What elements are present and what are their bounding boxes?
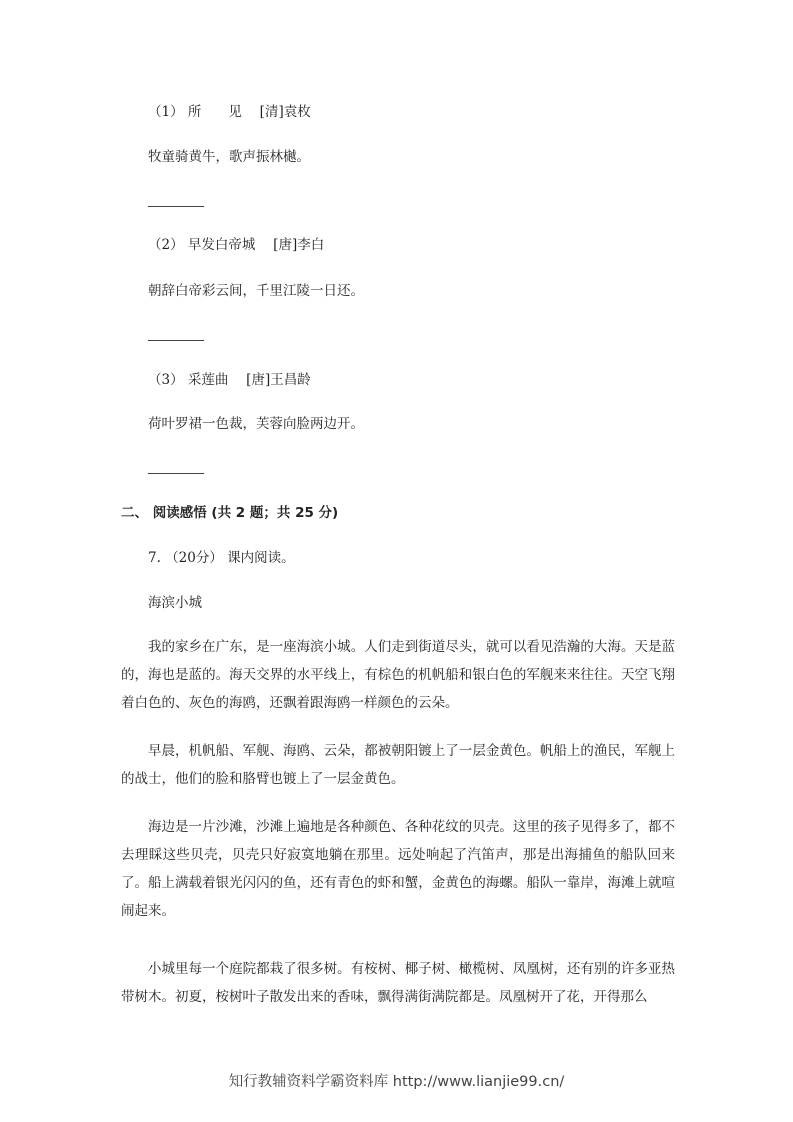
poem-3-line: 荷叶罗裙一色裁，芙蓉向脸两边开。 bbox=[148, 416, 364, 432]
article-paragraph-3: 海边是一片沙滩，沙滩上遍地是各种颜色、各种花纹的贝壳。这里的孩子见得多了，都不去理睬这些贝壳，贝壳只好寂寞地躺在那里。远处响起了汽笛声，那是出海捕鱼的船队回来了。船上满载着银光闪闪的鱼，还有青色的虾和蟹，金黄色的海螺。船队一靠岸，海滩上就喧闹起来。 bbox=[121, 819, 675, 919]
poem-2-line: 朝辞白帝彩云间，千里江陵一日还。 bbox=[148, 283, 364, 299]
poem-2-header: （2） 早发白帝城 [唐]李白 bbox=[148, 237, 325, 253]
poem-1-header: （1） 所 见 [清]袁枚 bbox=[148, 104, 311, 120]
article-paragraph-2: 早晨，机帆船、军舰、海鸥、云朵，都被朝阳镀上了一层金黄色。帆船上的渔民，军舰上的战士，他们的脸和胳臂也镀上了一层金黄色。 bbox=[121, 743, 675, 787]
article-paragraph-1: 我的家乡在广东，是一座海滨小城。人们走到街道尽头，就可以看见浩瀚的大海。天是蓝的，海也是蓝的。海天交界的水平线上，有棕色的机帆船和银白色的军舰来来往往。天空飞翔着白色的、灰色的海鸥，还飘着跟海鸥一样颜色的云朵。 bbox=[121, 639, 675, 711]
section-title: 二、 阅读感悟 (共 2 题；共 25 分) bbox=[121, 505, 339, 521]
article-title: 海滨小城 bbox=[148, 595, 202, 611]
poem-3-answer-blank[interactable] bbox=[148, 473, 204, 474]
poem-3-header: （3） 采莲曲 [唐]王昌龄 bbox=[148, 372, 311, 388]
poem-1-line: 牧童骑黄牛，歌声振林樾。 bbox=[148, 149, 310, 165]
poem-1-answer-blank[interactable] bbox=[148, 206, 204, 207]
question-label: 7. （20分） 课内阅读。 bbox=[148, 550, 295, 566]
poem-2-answer-blank[interactable] bbox=[148, 340, 204, 341]
article-paragraph-4: 小城里每一个庭院都栽了很多树。有桉树、椰子树、橄榄树、凤凰树，还有别的许多亚热带树木。初夏，桉树叶子散发出来的香味，飘得满街满院都是。凤凰树开了花，开得那么 bbox=[121, 961, 675, 1005]
footer-watermark: 知行教辅资料学霸资料库 http://www.lianjie99.cn/ bbox=[228, 1074, 565, 1090]
